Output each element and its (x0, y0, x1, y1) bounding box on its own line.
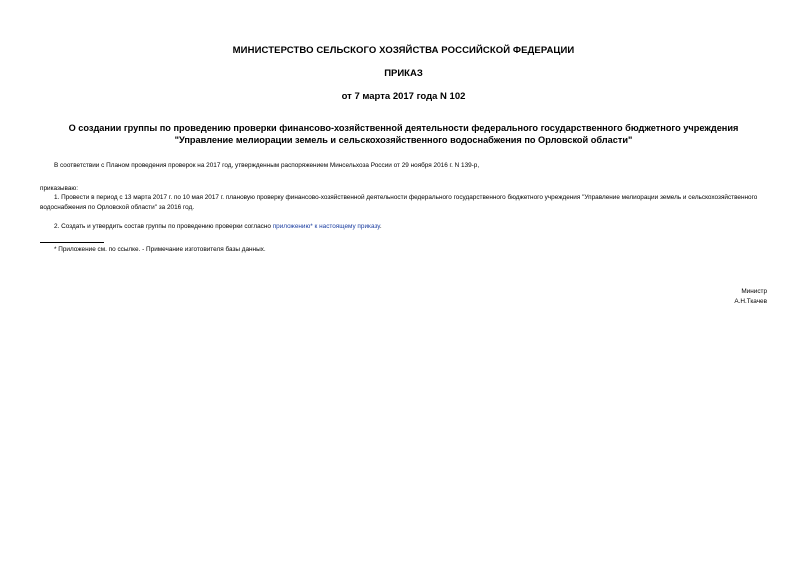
footnote-divider (40, 242, 104, 243)
signature-name: А.Н.Ткачев (734, 298, 767, 305)
footnote: * Приложение см. по ссылке. - Примечание изготовителя базы данных. (54, 246, 266, 253)
item-2-paragraph (40, 222, 767, 232)
orders-paragraph: приказываю: (40, 185, 78, 192)
document-subject: О создании группы по проведению проверки финансово-хозяйственной деятельности федерального государственного бюджетного учреждения "Управление мелиорации земель и сельскохозяйственного водоснабжения по Орловской области" (68, 123, 739, 145)
item-2-text: 2. Создать и утвердить состав группы по проведению проверки согласно (54, 223, 273, 230)
document-type: ПРИКАЗ (384, 68, 423, 79)
item-1-paragraph: 1. Провести в период с 13 марта 2017 г. по 10 мая 2017 г. плановую проверку финансово-хозяйственной деятельности федерального государственного бюджетного учреждения "Управление мелиорации земель и сельскохозяйственного водоснабжения по Орловской области" за 2016 год. (40, 194, 758, 211)
ministry-heading: МИНИСТЕРСТВО СЕЛЬСКОГО ХОЗЯЙСТВА РОССИЙСКОЙ ФЕДЕРАЦИИ (232, 45, 575, 56)
document-date-number: от 7 марта 2017 года N 102 (341, 91, 466, 102)
appendix-link[interactable]: приложению* к настоящему приказу (272, 223, 380, 230)
basis-paragraph: В соответствии с Планом проведения проверок на 2017 год, утвержденным распоряжением Минсельхоза России от 29 ноября 2016 г. N 139-р, (54, 162, 480, 169)
signature-position: Министр (741, 288, 767, 295)
item-2-end: . (379, 223, 382, 230)
